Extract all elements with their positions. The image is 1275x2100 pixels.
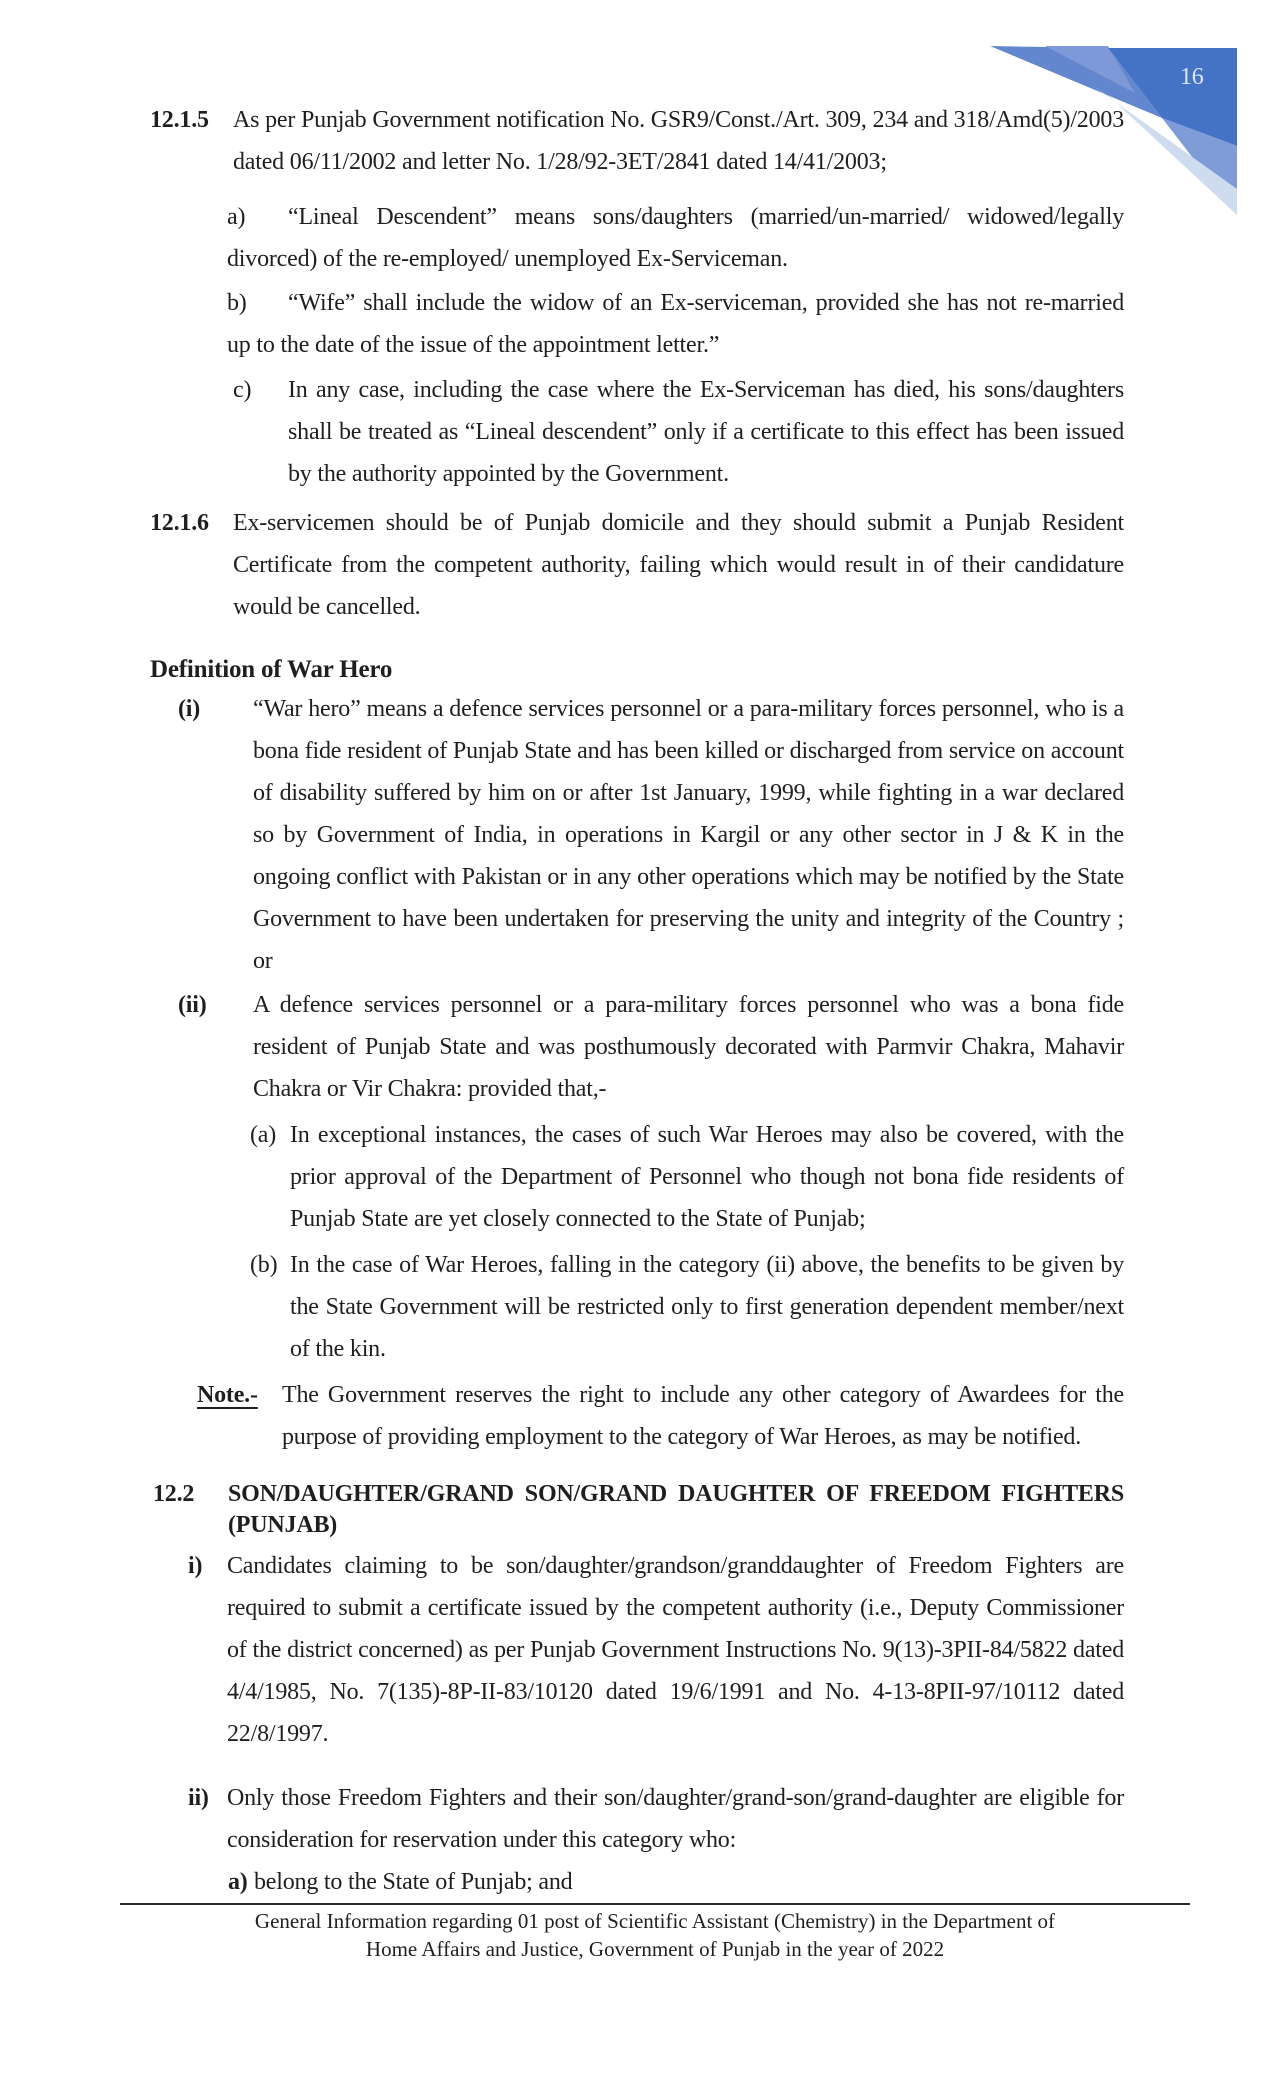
corner-decoration [990, 46, 1237, 215]
note-text: The Government reserves the right to include any other category of Awardees for the purpose of providing employment to the category of War Heroes, as may be notified. [282, 1382, 1124, 1450]
section-number: 12.1.5 [150, 107, 209, 133]
page-footer [120, 1907, 1190, 1963]
list-text: Only those Freedom Fighters and their son/daughter/grand-son/grand-daughter are eligible for consideration for reservation under this category who: [227, 1785, 1124, 1853]
section-number: 12.2 [153, 1481, 195, 1507]
section-number: 12.1.6 [150, 510, 209, 536]
list-text: In exceptional instances, the cases of such War Heroes may also be covered, with the prior approval of the Department of Personnel who though not bona fide residents of Punjab State are yet closely connected to the State of Punjab; [290, 1122, 1124, 1232]
list-label: a) [227, 204, 246, 230]
war-hero-item-ii [178, 984, 1124, 1110]
section-12-1-6 [150, 502, 1124, 628]
freedom-fighter-item-ii [188, 1777, 1124, 1861]
list-text: “Wife” shall include the widow of an Ex-serviceman, provided she has not re-married up to the date of the issue of the appointment letter.” [227, 290, 1124, 358]
war-hero-subitem-b [250, 1244, 1124, 1370]
list-label: a) [228, 1869, 248, 1895]
freedom-fighter-item-i [188, 1545, 1124, 1755]
war-hero-heading: Definition of War Hero [150, 656, 393, 683]
war-hero-subitem-a [250, 1114, 1124, 1240]
page-number: 16 [1180, 64, 1204, 90]
list-item-c [233, 369, 1124, 495]
footer-line-2: Home Affairs and Justice, Government of Punjab in the year of 2022 [365, 1937, 945, 1961]
list-label: (i) [178, 696, 201, 722]
note-paragraph [197, 1374, 1124, 1458]
list-item-b [227, 282, 1124, 366]
section-12-2 [153, 1479, 1124, 1541]
list-label: ii) [188, 1785, 209, 1811]
list-text: A defence services personnel or a para-military forces personnel who was a bona fide resident of Punjab State and was posthumously decorated with Parmvir Chakra, Mahavir Chakra or Vir Chakra: provided that,- [253, 992, 1124, 1102]
list-text: In any case, including the case where the Ex-Serviceman has died, his sons/daughters shall be treated as “Lineal descendent” only if a certificate to this effect has been issued by the authority appointed by the Government. [288, 377, 1124, 487]
freedom-fighter-subitem-a [228, 1861, 1124, 1903]
list-label: i) [188, 1553, 203, 1579]
list-label: (b) [250, 1252, 278, 1278]
list-text: “War hero” means a defence services personnel or a para-military forces personnel, who is a bona fide resident of Punjab State and has been killed or discharged from service on account of disability suffered by him on or after 1st January, 1999, while fighting in a war declared so by Government of India, in operations in Kargil or any other sector in J & K in the ongoing conflict with Pakistan or in any other operations which may be notified by the State Government to have been undertaken for preserving the unity and integrity of the Country ; or [253, 696, 1124, 974]
list-label: b) [227, 290, 247, 316]
footer-line-1: General Information regarding 01 post of Scientific Assistant (Chemistry) in the Department of [254, 1909, 1056, 1933]
list-label: (a) [250, 1122, 277, 1148]
list-text: belong to the State of Punjab; and [254, 1869, 573, 1895]
war-hero-item-i [178, 688, 1124, 982]
list-text: In the case of War Heroes, falling in the category (ii) above, the benefits to be given by the State Government will be restricted only to first generation dependent member/next of the kin. [290, 1252, 1124, 1362]
footer-divider [120, 1903, 1190, 1905]
list-label: c) [233, 377, 252, 403]
list-text: “Lineal Descendent” means sons/daughters (married/un-married/ widowed/legally divorced) of the re-employed/ unemployed Ex-Serviceman. [227, 204, 1124, 272]
list-text: Candidates claiming to be son/daughter/grandson/granddaughter of Freedom Fighters are required to submit a certificate issued by the competent authority (i.e., Deputy Commissioner of the district concerned) as per Punjab Government Instructions No. 9(13)-3PII-84/5822 dated 4/4/1985, No. 7(135)-8P-II-83/10120 dated 19/6/1991 and No. 4-13-8PII-97/10112 dated 22/8/1997. [227, 1553, 1124, 1747]
section-12-1-5 [150, 99, 1124, 183]
section-title: SON/DAUGHTER/GRAND SON/GRAND DAUGHTER OF FREEDOM FIGHTERS (PUNJAB) [228, 1481, 1124, 1538]
section-text: Ex-servicemen should be of Punjab domicile and they should submit a Punjab Resident Certificate from the competent authority, failing which would result in of their candidature would be cancelled. [233, 510, 1124, 620]
note-label: Note.- [197, 1382, 258, 1408]
section-text: As per Punjab Government notification No. GSR9/Const./Art. 309, 234 and 318/Amd(5)/2003 dated 06/11/2002 and letter No. 1/28/92-3ET/2841 dated 14/41/2003; [233, 107, 1124, 175]
list-label: (ii) [178, 992, 207, 1018]
